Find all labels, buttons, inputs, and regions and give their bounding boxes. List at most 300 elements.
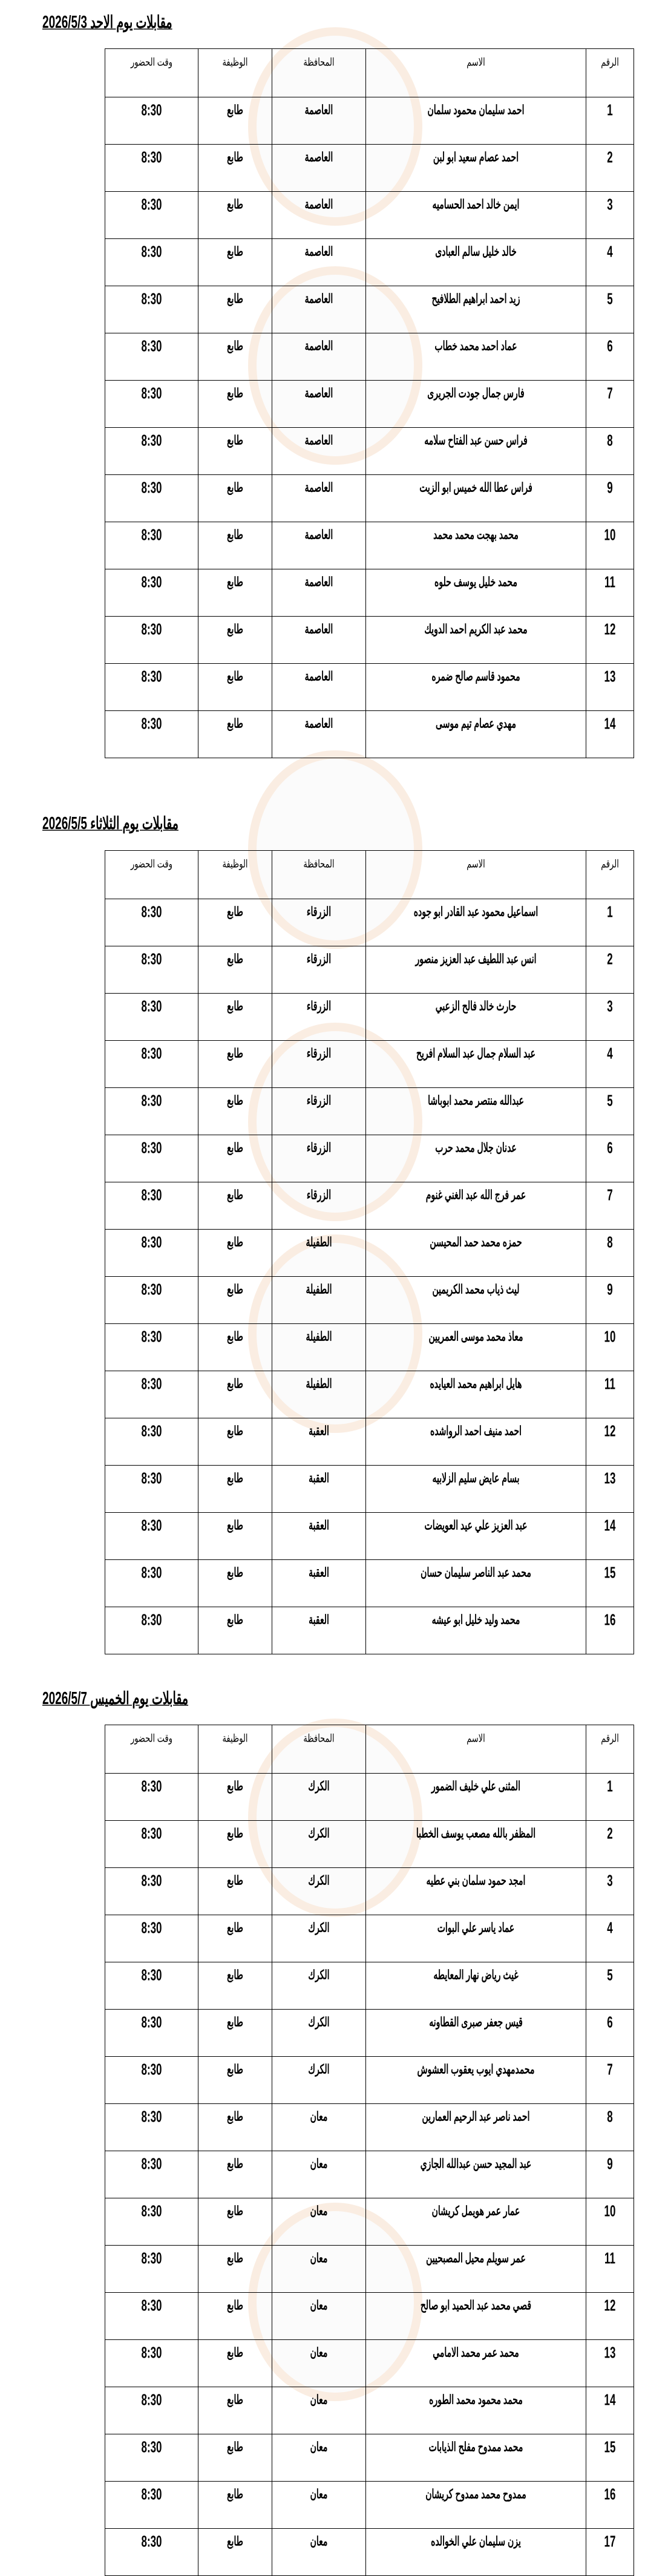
cell-num-text: 10 [604,1328,616,1346]
cell-name-text: محمد ممدوح مفلح الذيابات [428,2439,523,2454]
cell-num [586,2057,634,2104]
cell-time-text: 8:30 [141,1611,162,1629]
cell-gov-text: معان [310,2250,328,2265]
cell-time-text: 8:30 [141,2203,162,2220]
cell-job [198,899,272,946]
cell-job-text: طابع [227,338,243,353]
cell-num-text: 4 [607,1919,613,1937]
table-row [105,1915,634,1962]
cell-job-text: طابع [227,1281,243,1296]
cell-job-text: طابع [227,1375,243,1391]
cell-time-text: 8:30 [141,2486,162,2503]
cell-name [366,1915,586,1962]
cell-num [586,428,634,475]
table-row [105,2434,634,2482]
cell-job [198,1868,272,1915]
cell-name [366,381,586,428]
cell-num [586,711,634,758]
cell-name-text: حمزه محمد حمد المحيسن [430,1234,522,1249]
cell-name [366,2387,586,2434]
cell-num [586,2246,634,2293]
table-row [105,2010,634,2057]
cell-name-text: عبد العزيز علي عيد العويضات [424,1517,528,1532]
header-gov [272,851,366,899]
cell-num-text: 6 [607,338,613,355]
cell-job [198,711,272,758]
cell-job [198,2387,272,2434]
cell-num-text: 12 [604,1423,616,1440]
cell-time [105,1230,198,1277]
cell-job [198,994,272,1041]
cell-time [105,239,198,286]
cell-name [366,711,586,758]
cell-name-text: محمد وليد خليل ابو عيشه [431,1611,520,1627]
cell-gov [272,1088,366,1135]
cell-gov-text: الطفيلة [306,1234,332,1249]
table-row [105,711,634,758]
cell-num-text: 8 [607,2108,613,2126]
cell-name-text: يزن سليمان علي الخوالده [431,2533,521,2548]
cell-job-text: طابع [227,2533,243,2548]
cell-num [586,1324,634,1371]
table-row [105,1466,634,1513]
cell-time-text: 8:30 [141,1423,162,1440]
cell-name-text: محمد عبد الكريم احمد الدويك [424,621,528,636]
cell-job [198,2246,272,2293]
table-row [105,1371,634,1418]
table-row [105,1230,634,1277]
cell-job-text: طابع [227,1825,243,1840]
cell-gov-text: العاصمة [304,715,333,730]
cell-name [366,1135,586,1182]
cell-job-text: طابع [227,1778,243,1793]
cell-job [198,617,272,664]
cell-gov-text: العقبة [309,1470,329,1485]
cell-name-text: بسام عايض سليم الزلابيه [432,1470,520,1485]
cell-time-text: 8:30 [141,2391,162,2409]
table-row [105,239,634,286]
cell-job [198,2293,272,2340]
cell-num [586,1560,634,1607]
cell-num [586,333,634,381]
cell-time [105,2151,198,2198]
cell-name [366,664,586,711]
cell-name-text: زيد احمد ابراهيم الطلافيح [431,290,520,306]
cell-job [198,1466,272,1513]
cell-gov-text: العاصمة [304,385,333,400]
cell-time [105,2246,198,2293]
header-gov-label: المحافظة [303,1731,335,1745]
table-row [105,381,634,428]
cell-gov-text: العاصمة [304,432,333,447]
cell-name [366,2434,586,2482]
cell-name-text: عمر سويلم محيل المصبحيين [426,2250,526,2265]
cell-num-text: 2 [607,951,613,968]
cell-name [366,1182,586,1230]
cell-num-text: 7 [607,385,613,402]
cell-time [105,1418,198,1466]
cell-num [586,381,634,428]
cell-num-text: 7 [607,2061,613,2079]
table-row [105,2246,634,2293]
cell-time-text: 8:30 [141,574,162,591]
cell-gov [272,1466,366,1513]
cell-gov [272,1371,366,1418]
cell-time [105,1088,198,1135]
cell-num [586,475,634,522]
cell-name [366,2057,586,2104]
cell-job-text: طابع [227,2155,243,2171]
cell-job-text: طابع [227,2391,243,2407]
cell-num-text: 6 [607,1139,613,1157]
cell-name [366,145,586,192]
table-row [105,899,634,946]
cell-time-text: 8:30 [141,479,162,497]
header-gov-label: المحافظة [303,857,335,870]
cell-num [586,192,634,239]
cell-name [366,1277,586,1324]
cell-job [198,1774,272,1821]
cell-job-text: طابع [227,951,243,966]
cell-gov-text: العاصمة [304,290,333,306]
cell-num-text: 15 [604,2439,616,2456]
cell-num-text: 2 [607,1825,613,1843]
cell-gov-text: العاصمة [304,526,333,542]
cell-num-text: 3 [607,1872,613,1890]
cell-name-text: عبد المجيد حسن عبدالله الجازي [420,2155,532,2171]
cell-num [586,1466,634,1513]
cell-gov-text: العاصمة [304,196,333,211]
cell-job [198,664,272,711]
cell-name-text: عماد ياسر علي البوات [437,1919,515,1935]
cell-name-text: اسماعيل محمود عبد القادر ابو جوده [413,903,539,919]
cell-gov [272,97,366,145]
cell-gov-text: الزرقاء [306,1045,332,1060]
header-gov-label: المحافظة [303,55,335,68]
section-title-thursday: مقابلات يوم الخميس 2026/5/7 [42,1689,189,1709]
cell-name [366,1821,586,1868]
cell-gov-text: العقبة [309,1517,329,1532]
cell-time [105,946,198,994]
cell-time [105,1607,198,1654]
cell-time [105,381,198,428]
cell-gov-text: الزرقاء [306,1092,332,1107]
cell-job-text: طابع [227,1328,243,1343]
cell-gov-text: الطفيلة [306,1328,332,1343]
table-row [105,1277,634,1324]
cell-gov [272,381,366,428]
cell-name-text: ليث ذياب محمد الكريمين [432,1281,520,1296]
cell-time [105,2104,198,2151]
cell-name [366,994,586,1041]
cell-time [105,192,198,239]
cell-gov-text: العاصمة [304,668,333,683]
cell-gov [272,1868,366,1915]
table-row [105,2340,634,2387]
cell-name [366,1774,586,1821]
cell-gov-text: الكرك [308,1778,330,1793]
cell-gov [272,2434,366,2482]
cell-num-text: 12 [604,2297,616,2315]
cell-num-text: 9 [607,479,613,497]
cell-time-text: 8:30 [141,621,162,638]
cell-job [198,1513,272,1560]
cell-num [586,1915,634,1962]
cell-name-text: احمد سليمان محمود سلمان [427,102,525,117]
cell-time-text: 8:30 [141,903,162,921]
cell-num-text: 3 [607,196,613,214]
table-row [105,522,634,569]
cell-job-text: طابع [227,243,243,258]
cell-name-text: محمد بهجت محمد محمد [433,526,519,542]
cell-time-text: 8:30 [141,1045,162,1063]
cell-name [366,946,586,994]
cell-name-text: محمد محمود محمد الطوره [429,2391,523,2407]
cell-gov [272,617,366,664]
cell-gov [272,2340,366,2387]
cell-num-text: 15 [604,1564,616,1582]
cell-job-text: طابع [227,1234,243,1249]
cell-name-text: امجد حمود سلمان بني عطيه [426,1872,526,1887]
cell-time [105,1868,198,1915]
cell-job [198,286,272,333]
cell-gov [272,1041,366,1088]
cell-job [198,192,272,239]
cell-gov-text: العاصمة [304,149,333,164]
cell-name [366,1371,586,1418]
cell-num-text: 5 [607,290,613,308]
cell-name [366,2293,586,2340]
table-row [105,475,634,522]
cell-time-text: 8:30 [141,951,162,968]
cell-job-text: طابع [227,526,243,542]
cell-job [198,1418,272,1466]
cell-num-text: 13 [604,668,616,686]
cell-time-text: 8:30 [141,1967,162,1984]
cell-name [366,1962,586,2010]
cell-time [105,994,198,1041]
cell-gov [272,1821,366,1868]
table-header-row [105,49,634,97]
cell-job-text: طابع [227,1611,243,1627]
cell-job [198,1088,272,1135]
cell-job-text: طابع [227,2014,243,2029]
cell-gov-text: الكرك [308,2014,330,2029]
cell-num-text: 4 [607,243,613,261]
cell-gov-text: العقبة [309,1564,329,1579]
table-row [105,1868,634,1915]
cell-name [366,192,586,239]
cell-num [586,994,634,1041]
cell-num [586,1041,634,1088]
cell-time-text: 8:30 [141,668,162,686]
header-num [586,1725,634,1774]
cell-name-text: عبدالله منتصر محمد ابوباشا [428,1092,524,1107]
cell-job [198,2010,272,2057]
cell-gov-text: الزرقاء [306,1187,332,1202]
cell-job [198,2104,272,2151]
cell-name-text: خالد خليل سالم العبادى [435,243,517,258]
cell-name-text: مهدي عصام تيم موسى [436,715,516,730]
cell-name [366,1324,586,1371]
cell-num-text: 2 [607,149,613,166]
cell-time [105,1466,198,1513]
cell-gov-text: الطفيلة [306,1281,332,1296]
cell-job [198,1821,272,1868]
cell-num [586,1135,634,1182]
header-job-label: الوظيفة [222,857,248,870]
cell-time [105,1915,198,1962]
cell-gov [272,286,366,333]
table-row [105,1513,634,1560]
table-row [105,2293,634,2340]
cell-job-text: طابع [227,1872,243,1887]
cell-name [366,286,586,333]
cell-num [586,899,634,946]
cell-job [198,1371,272,1418]
table-row [105,2057,634,2104]
cell-gov-text: معان [310,2439,328,2454]
schedule-table-thursday [105,1725,634,2576]
cell-time [105,286,198,333]
cell-job [198,333,272,381]
table-row [105,2151,634,2198]
cell-name [366,522,586,569]
cell-num [586,1962,634,2010]
cell-job [198,1324,272,1371]
cell-job-text: طابع [227,432,243,447]
header-job [198,1725,272,1774]
cell-gov-text: الكرك [308,1919,330,1935]
cell-gov-text: معان [310,2391,328,2407]
cell-gov-text: معان [310,2297,328,2312]
cell-num [586,664,634,711]
cell-time [105,1774,198,1821]
cell-time-text: 8:30 [141,385,162,402]
cell-time-text: 8:30 [141,998,162,1015]
cell-time-text: 8:30 [141,1825,162,1843]
cell-job [198,1277,272,1324]
schedule-table-tuesday [105,850,634,1654]
cell-name-text: عبد السلام جمال عبد السلام افريح [416,1045,536,1060]
header-job [198,851,272,899]
cell-job-text: طابع [227,1092,243,1107]
table-row [105,1774,634,1821]
cell-job-text: طابع [227,1187,243,1202]
cell-num-text: 16 [604,2486,616,2503]
cell-gov-text: الكرك [308,1825,330,1840]
cell-num [586,946,634,994]
cell-time-text: 8:30 [141,102,162,119]
cell-num [586,1371,634,1418]
cell-name-text: عدنان جلال محمد حرب [435,1139,517,1155]
cell-time-text: 8:30 [141,196,162,214]
cell-num [586,2482,634,2529]
cell-num-text: 3 [607,998,613,1015]
cell-gov [272,2104,366,2151]
cell-name [366,1560,586,1607]
header-num [586,49,634,97]
cell-num-text: 5 [607,1967,613,1984]
cell-num-text: 7 [607,1187,613,1204]
cell-gov-text: معان [310,2486,328,2501]
cell-name [366,2198,586,2246]
cell-num [586,239,634,286]
cell-gov-text: معان [310,2203,328,2218]
cell-time [105,2340,198,2387]
cell-gov [272,1513,366,1560]
cell-gov [272,1774,366,1821]
cell-num [586,1182,634,1230]
cell-num-text: 9 [607,1281,613,1299]
header-job-label: الوظيفة [222,1731,248,1745]
cell-job [198,97,272,145]
cell-name-text: معاذ محمد موسى العمريين [428,1328,523,1343]
cell-name-text: فراس حسن عبد الفتاح سلامه [424,432,528,447]
cell-num [586,2198,634,2246]
cell-num-text: 1 [607,102,613,119]
cell-job-text: طابع [227,149,243,164]
cell-num-text: 11 [604,1375,615,1393]
cell-name-text: فراس عطا الله خميس ابو الزيت [419,479,532,494]
cell-job [198,428,272,475]
header-job-label: الوظيفة [222,55,248,68]
cell-num [586,2151,634,2198]
cell-time-text: 8:30 [141,2297,162,2315]
cell-job-text: طابع [227,102,243,117]
cell-job [198,1041,272,1088]
cell-job [198,2198,272,2246]
cell-time [105,2010,198,2057]
cell-time-text: 8:30 [141,2439,162,2456]
table-row [105,1607,634,1654]
section-title-tuesday: مقابلات يوم الثلاثاء 2026/5/5 [42,814,178,834]
cell-name [366,333,586,381]
cell-job-text: طابع [227,1045,243,1060]
cell-job-text: طابع [227,2250,243,2265]
cell-num [586,1230,634,1277]
header-time-label: وقت الحضور [130,1731,173,1745]
cell-time [105,428,198,475]
cell-num [586,522,634,569]
cell-time-text: 8:30 [141,2344,162,2362]
cell-gov [272,2246,366,2293]
cell-time-text: 8:30 [141,715,162,733]
cell-gov [272,569,366,617]
cell-num [586,1774,634,1821]
cell-gov [272,2293,366,2340]
cell-num [586,617,634,664]
cell-gov [272,1182,366,1230]
cell-time-text: 8:30 [141,1281,162,1299]
cell-time [105,1277,198,1324]
cell-gov [272,2057,366,2104]
cell-num-text: 14 [604,2391,616,2409]
table-row [105,192,634,239]
cell-time [105,333,198,381]
cell-time-text: 8:30 [141,243,162,261]
cell-num-text: 8 [607,1234,613,1251]
cell-time-text: 8:30 [141,1564,162,1582]
cell-name [366,569,586,617]
cell-gov-text: الزرقاء [306,951,332,966]
table-row [105,1560,634,1607]
cell-time [105,2482,198,2529]
cell-num-text: 17 [604,2533,616,2551]
cell-num [586,2529,634,2576]
cell-time [105,475,198,522]
cell-time [105,1135,198,1182]
